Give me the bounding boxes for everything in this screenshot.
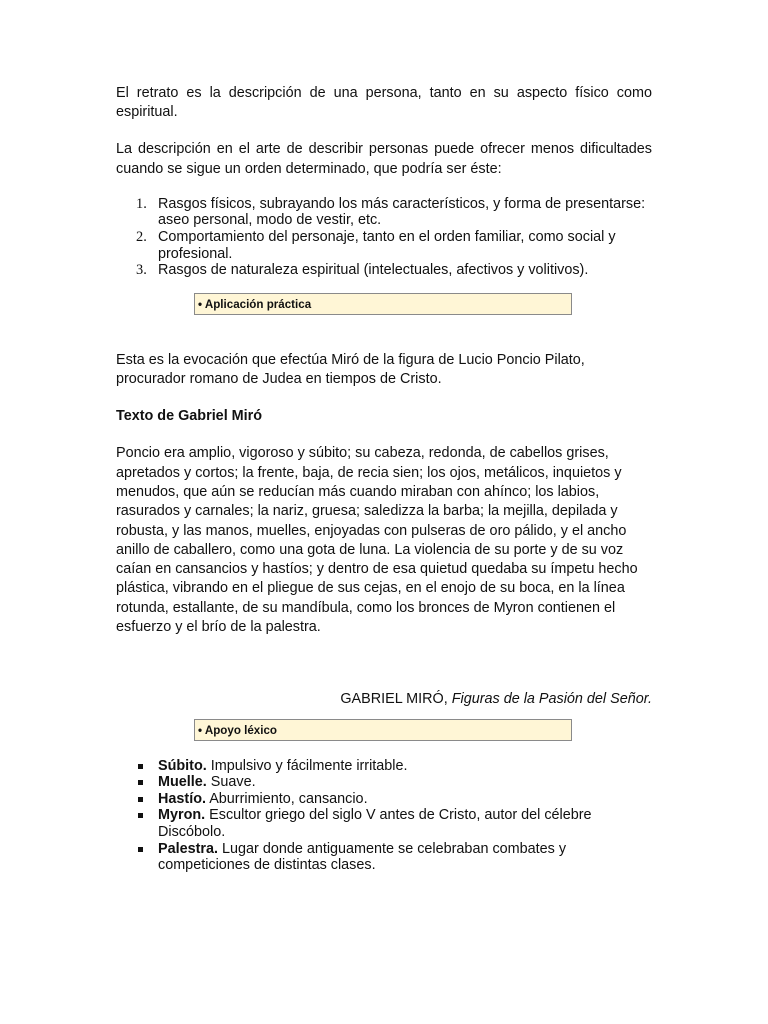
lexico-term: Palestra.: [158, 840, 219, 857]
list-item: [116, 196, 652, 229]
list-item: [116, 791, 652, 808]
rasgos-list: [116, 196, 652, 279]
list-number: 1.: [136, 195, 147, 212]
list-item-text: Comportamiento del personaje, tanto en el orden familiar, como social y profesional.: [158, 229, 616, 262]
lexico-definition: Suave.: [206, 774, 256, 791]
list-item: [116, 229, 652, 262]
list-item: [116, 774, 652, 791]
section-heading: Texto de Gabriel Miró: [116, 408, 263, 425]
lexico-definition: Lugar donde antiguamente se celebraban combates y competiciones de distintas clases.: [158, 840, 567, 874]
document-page: [116, 84, 652, 874]
lexico-definition: Aburrimiento, cansancio.: [205, 790, 368, 807]
list-item: [116, 807, 652, 840]
aplicacion-practica-box: • Aplicación práctica: [194, 293, 572, 315]
attribution-author: GABRIEL MIRÓ,: [340, 691, 452, 708]
lexico-list: [116, 758, 652, 874]
list-number: 3.: [136, 262, 147, 279]
square-bullet-icon: [138, 780, 143, 785]
list-number: 2.: [136, 229, 147, 245]
list-item: [116, 262, 652, 279]
intro-paragraph-2: La descripción en el arte de describir personas puede ofrecer menos dificultades cuando se sigue un orden determinado, que podría ser éste:: [116, 141, 652, 177]
list-item: [116, 841, 652, 874]
list-item-text: Rasgos físicos, subrayando los más característicos, y forma de presentarse: aseo personal, modo de vestir, etc.: [158, 195, 646, 229]
square-bullet-icon: [138, 797, 143, 802]
intro-paragraph-1: El retrato es la descripción de una persona, tanto en su aspecto físico como espiritual.: [116, 85, 652, 121]
square-bullet-icon: [138, 813, 143, 818]
lexico-definition: Escultor griego del siglo V antes de Cristo, autor del célebre Discóbolo.: [158, 807, 592, 840]
lexico-term: Myron.: [158, 807, 206, 824]
apoyo-lexico-box: • Apoyo léxico: [194, 719, 572, 741]
list-item: [116, 758, 652, 775]
lexico-definition: Impulsivo y fácilmente irritable.: [206, 757, 408, 774]
square-bullet-icon: [138, 847, 143, 852]
evocacion-paragraph: Esta es la evocación que efectúa Miró de la figura de Lucio Poncio Pilato, procurador romano de Judea en tiempos de Cristo.: [116, 351, 585, 387]
attribution-work: Figuras de la Pasión del Señor.: [451, 691, 652, 708]
square-bullet-icon: [138, 764, 143, 769]
attribution: [116, 690, 652, 709]
quote-paragraph: Poncio era amplio, vigoroso y súbito; su cabeza, redonda, de cabellos grises, apretados y cortos; la frente, baja, de recia sien; los ojos, metálicos, inquietos y menudos, que aún se reducían más cuando miraban con ahínco; los labios, rasurados y carnales; la nariz, gruesa; saledizza la barba; la mejilla, depilada y robusta, y las manos, muelles, enjoyadas con pulseras de oro pálido, y el ancho anillo de caballero, como una gota de luna. La violencia de su porte y de su voz caían en cansancios y hastíos; y dentro de esa quietud quedaba su ímpetu hecho plástica, vibrando en el pliegue de sus cejas, en el enojo de su boca, en la línea rotunda, estallante, de su mandíbula, como los bronces de Myron contienen el esfuerzo y el brío de la palestra.: [116, 445, 638, 636]
lexico-term: Muelle.: [158, 774, 207, 791]
lexico-term: Súbito.: [158, 757, 207, 774]
lexico-term: Hastío.: [158, 790, 206, 807]
list-item-text: Rasgos de naturaleza espiritual (intelectuales, afectivos y volitivos).: [158, 262, 589, 279]
